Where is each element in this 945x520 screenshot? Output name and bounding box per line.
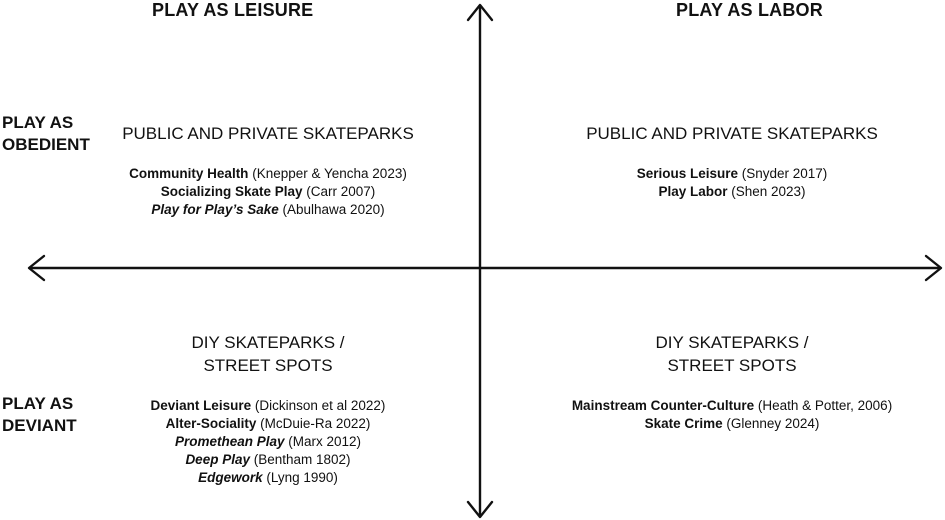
quadrant-title-line: DIY SKATEPARKS /: [191, 333, 345, 352]
side-label-line: PLAY AS: [2, 394, 74, 413]
concept-term: Edgework: [198, 470, 263, 485]
concept-term: Skate Crime: [644, 416, 723, 431]
concept-entry: [532, 415, 932, 433]
citation: (Knepper & Yencha 2023): [252, 166, 407, 181]
concept-entry: [78, 165, 458, 183]
citation: (Carr 2007): [306, 184, 376, 199]
side-label-line: PLAY AS: [2, 113, 74, 132]
concept-term: Play Labor: [658, 184, 728, 199]
quadrant-title: [78, 331, 458, 377]
quadrant-title-line: PUBLIC AND PRIVATE SKATEPARKS: [122, 124, 414, 143]
concept-term: Alter-Sociality: [165, 416, 257, 431]
header-play-as-labor: PLAY AS LABOR: [676, 0, 823, 20]
concept-term: Deep Play: [185, 452, 250, 467]
quadrant-leisure-obedient: [78, 122, 458, 219]
concept-entry: [78, 183, 458, 201]
quadrant-title-line: PUBLIC AND PRIVATE SKATEPARKS: [586, 124, 878, 143]
concept-entry: [532, 183, 932, 201]
quadrant-title-line: DIY SKATEPARKS /: [655, 333, 809, 352]
concept-entry: [532, 397, 932, 415]
side-label-play-as-deviant: [2, 393, 77, 437]
concept-entry: [532, 165, 932, 183]
concept-entry: [78, 433, 458, 451]
concept-term: Mainstream Counter-Culture: [571, 398, 755, 413]
concept-term: Promethean Play: [174, 434, 285, 449]
citation: (Heath & Potter, 2006): [757, 398, 893, 413]
concept-term: Community Health: [129, 166, 249, 181]
citation: (Bentham 1802): [253, 452, 351, 467]
quadrant-title: [532, 122, 932, 145]
concept-entry: [78, 451, 458, 469]
concept-term: Serious Leisure: [636, 166, 738, 181]
concept-entry: [78, 397, 458, 415]
quadrant-leisure-deviant: [78, 331, 458, 487]
side-label-play-as-obedient: [2, 112, 90, 156]
citation: (Dickinson et al 2022): [254, 398, 386, 413]
citation: (Snyder 2017): [741, 166, 828, 181]
quadrant-title: [78, 122, 458, 145]
citation: (Abulhawa 2020): [282, 202, 385, 217]
quadrant-title-line: STREET SPOTS: [203, 356, 333, 375]
citation: (Shen 2023): [731, 184, 806, 199]
quadrant-title: [532, 331, 932, 377]
concept-term: Deviant Leisure: [150, 398, 252, 413]
concept-term: Socializing Skate Play: [160, 184, 303, 199]
header-play-as-leisure: PLAY AS LEISURE: [152, 0, 314, 20]
concept-term: Play for Play’s Sake: [151, 202, 279, 217]
quadrant-labor-deviant: [532, 331, 932, 433]
concept-entry: [78, 469, 458, 487]
side-label-line: DEVIANT: [2, 416, 77, 435]
concept-entry: [78, 201, 458, 219]
quadrant-title-line: STREET SPOTS: [667, 356, 797, 375]
citation: (Lyng 1990): [266, 470, 338, 485]
quadrant-labor-obedient: [532, 122, 932, 201]
citation: (Glenney 2024): [726, 416, 820, 431]
side-label-line: OBEDIENT: [2, 135, 90, 154]
concept-entry: [78, 415, 458, 433]
citation: (McDuie-Ra 2022): [260, 416, 371, 431]
citation: (Marx 2012): [288, 434, 362, 449]
